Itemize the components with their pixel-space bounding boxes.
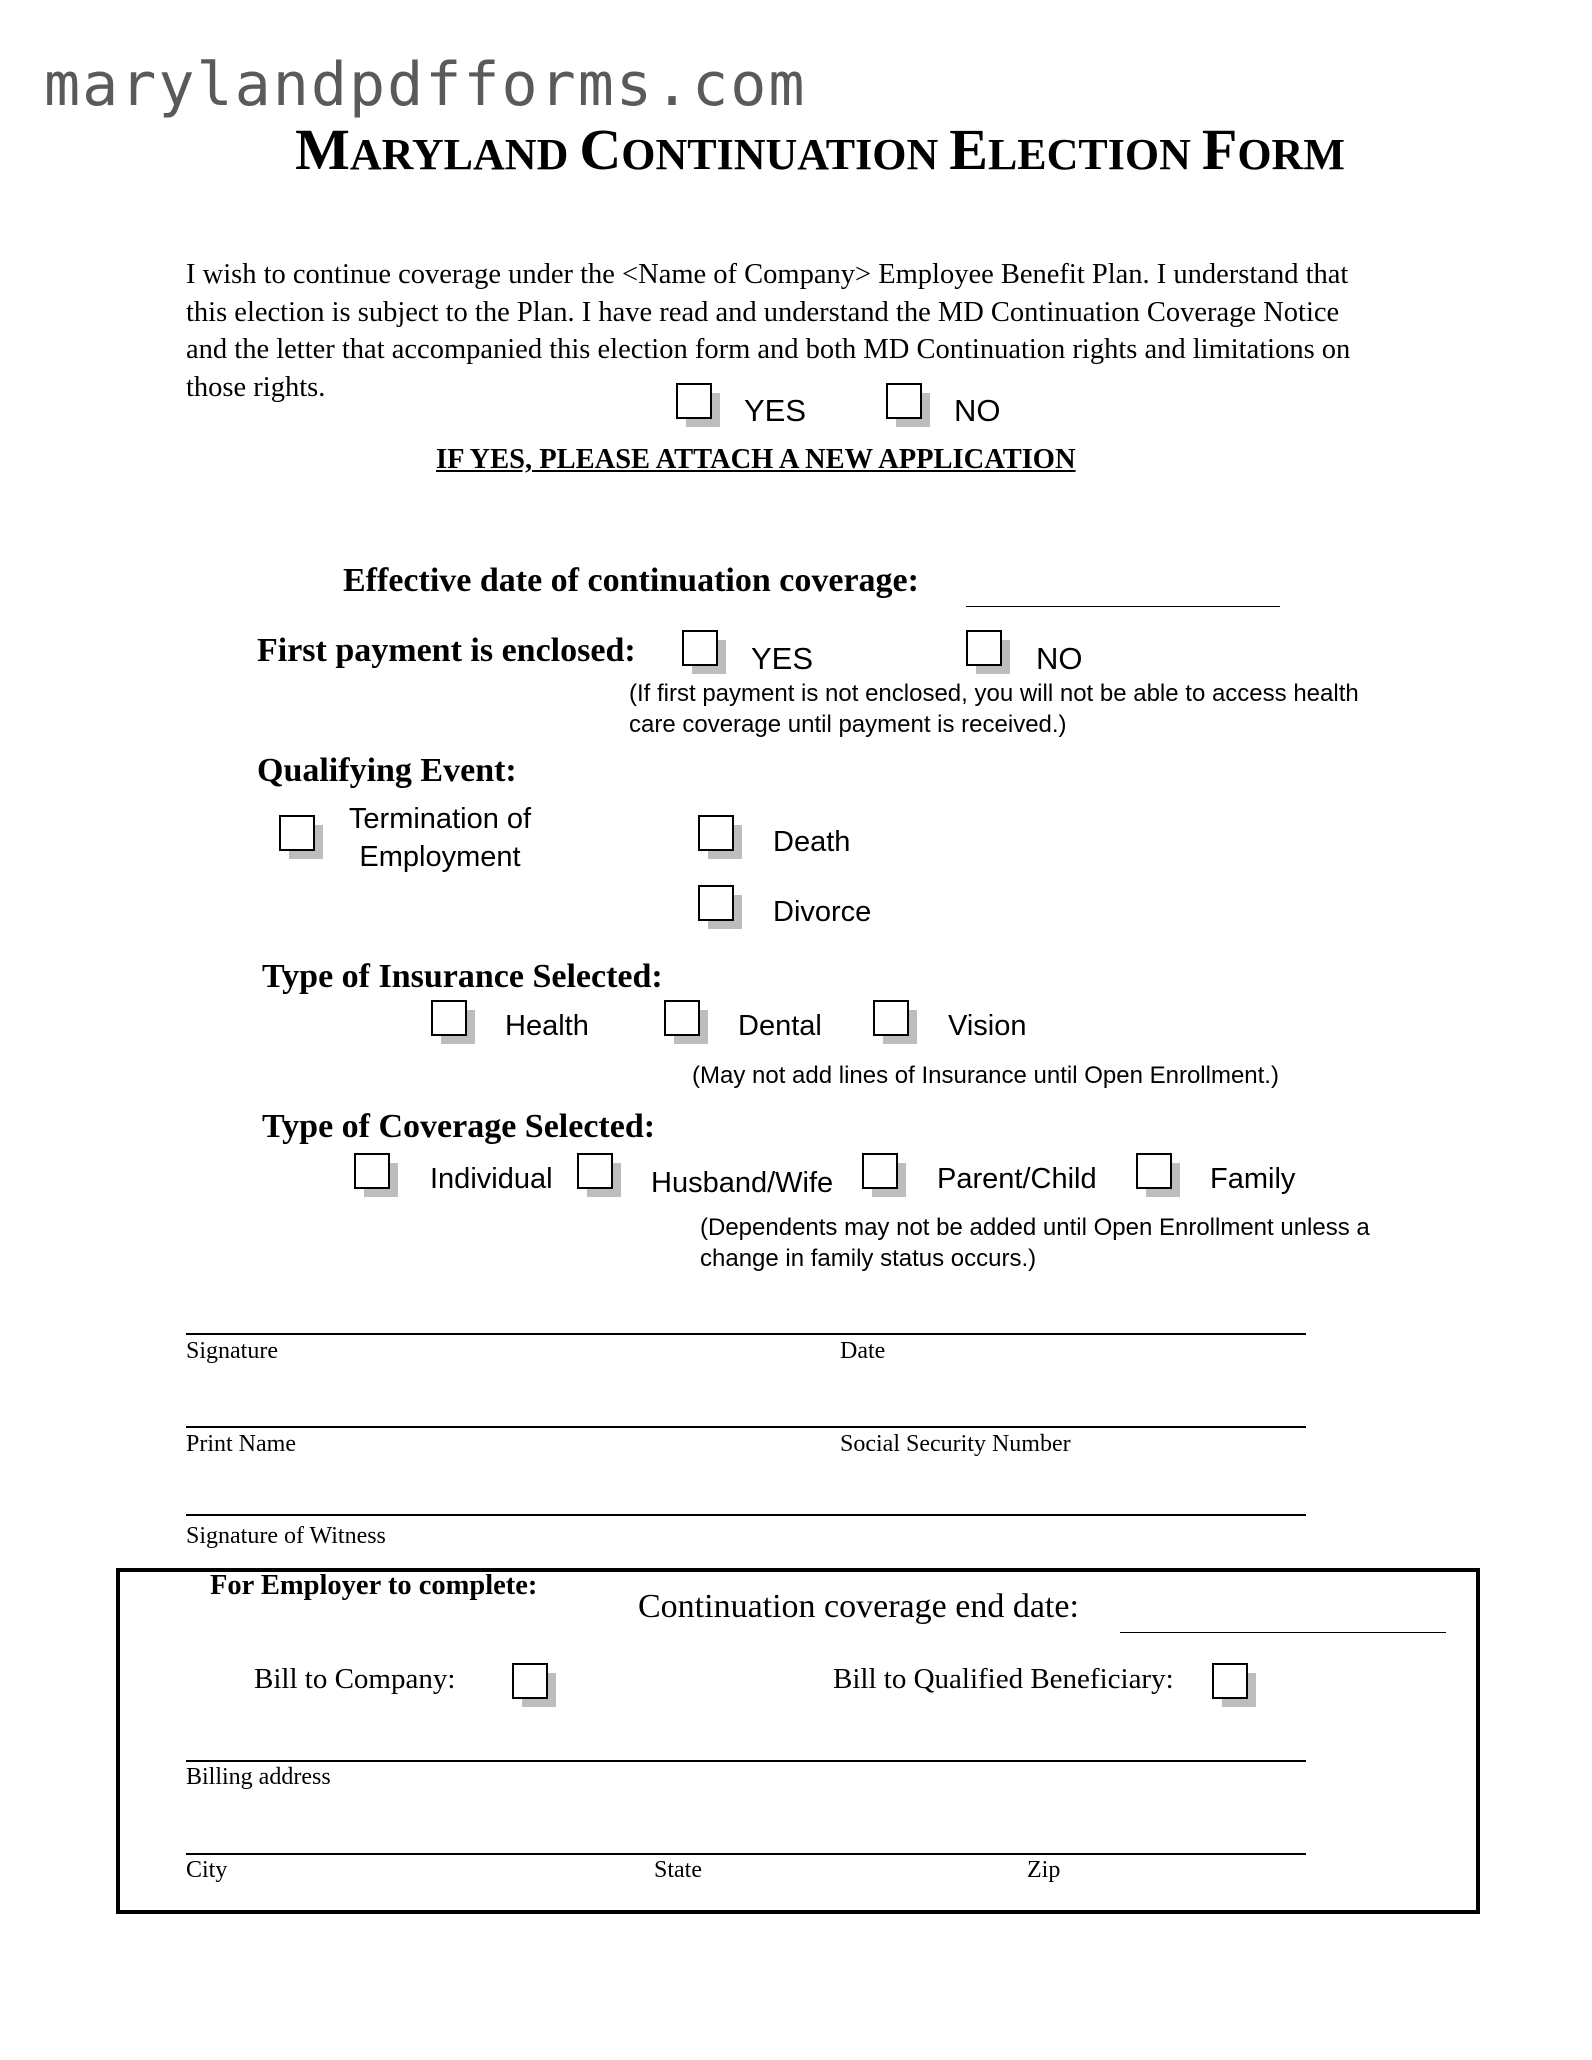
husband-wife-checkbox[interactable] (577, 1153, 611, 1187)
signature-line[interactable] (186, 1333, 1306, 1335)
continue-yes-checkbox[interactable] (676, 383, 710, 417)
parent-child-label: Parent/Child (937, 1163, 1097, 1195)
intro-line: those rights. (186, 371, 326, 403)
attach-application-notice: IF YES, PLEASE ATTACH A NEW APPLICATION (436, 444, 1076, 475)
death-label: Death (773, 826, 851, 858)
first-payment-no-label: NO (1036, 641, 1083, 676)
insurance-type-heading: Type of Insurance Selected: (262, 958, 663, 995)
health-checkbox[interactable] (431, 1000, 465, 1034)
print-name-line[interactable] (186, 1426, 1306, 1428)
city-label: City (186, 1857, 228, 1883)
vision-label: Vision (948, 1010, 1027, 1042)
dental-checkbox[interactable] (664, 1000, 698, 1034)
date-label: Date (840, 1338, 886, 1364)
city-state-zip-line[interactable] (186, 1853, 1306, 1855)
health-label: Health (505, 1010, 589, 1042)
individual-label: Individual (430, 1163, 553, 1195)
effective-date-field[interactable] (966, 606, 1280, 607)
divorce-checkbox[interactable] (698, 885, 732, 919)
first-payment-label: First payment is enclosed: (257, 632, 636, 669)
insurance-note: (May not add lines of Insurance until Open Enrollment.) (692, 1062, 1279, 1089)
first-payment-no-checkbox[interactable] (966, 630, 1000, 664)
billing-address-line[interactable] (186, 1760, 1306, 1762)
qualifying-event-heading: Qualifying Event: (257, 752, 517, 789)
continue-no-checkbox[interactable] (886, 383, 920, 417)
form-title: MARYLAND CONTINUATION ELECTION FORM (295, 117, 1345, 182)
state-label: State (654, 1857, 702, 1883)
bill-beneficiary-label: Bill to Qualified Beneficiary: (833, 1663, 1174, 1695)
intro-paragraph (186, 256, 1486, 406)
bill-beneficiary-checkbox[interactable] (1212, 1663, 1246, 1697)
intro-line: and the letter that accompanied this election form and both MD Continuation rights and limitations on (186, 334, 1351, 365)
intro-line: I wish to continue coverage under the <Name of Company> Employee Benefit Plan. I understand that (186, 259, 1349, 290)
witness-signature-line[interactable] (186, 1514, 1306, 1516)
coverage-note: (Dependents may not be added until Open Enrollment unless a change in family status occurs.) (700, 1214, 1370, 1272)
employer-heading: For Employer to complete: (210, 1570, 538, 1601)
ssn-label: Social Security Number (840, 1431, 1071, 1457)
first-payment-yes-checkbox[interactable] (682, 630, 716, 664)
end-date-field[interactable] (1120, 1632, 1446, 1633)
individual-checkbox[interactable] (354, 1153, 388, 1187)
vision-checkbox[interactable] (873, 1000, 907, 1034)
first-payment-note: (If first payment is not enclosed, you will not be able to access health care coverage until payment is received.) (629, 680, 1359, 738)
intro-line: this election is subject to the Plan. I have read and understand the MD Continuation Coverage Notice (186, 296, 1340, 328)
husband-wife-label: Husband/Wife (651, 1167, 834, 1199)
zip-label: Zip (1027, 1857, 1061, 1883)
witness-label: Signature of Witness (186, 1523, 386, 1549)
print-name-label: Print Name (186, 1431, 296, 1457)
death-checkbox[interactable] (698, 815, 732, 849)
bill-company-checkbox[interactable] (512, 1663, 546, 1697)
billing-address-label: Billing address (186, 1764, 331, 1790)
divorce-label: Divorce (773, 896, 872, 928)
site-watermark: marylandpdfforms.com (44, 50, 807, 120)
continue-yes-label: YES (744, 393, 807, 428)
termination-checkbox[interactable] (279, 815, 313, 849)
parent-child-checkbox[interactable] (862, 1153, 896, 1187)
first-payment-yes-label: YES (751, 641, 814, 676)
effective-date-label: Effective date of continuation coverage: (343, 562, 919, 599)
termination-label: Termination of Employment (348, 803, 532, 873)
continue-no-label: NO (954, 393, 1001, 428)
end-date-label: Continuation coverage end date: (638, 1588, 1079, 1625)
family-label: Family (1210, 1163, 1296, 1195)
bill-company-label: Bill to Company: (254, 1663, 456, 1695)
coverage-type-heading: Type of Coverage Selected: (262, 1108, 656, 1145)
signature-label: Signature (186, 1338, 278, 1364)
family-checkbox[interactable] (1136, 1153, 1170, 1187)
dental-label: Dental (738, 1010, 822, 1042)
